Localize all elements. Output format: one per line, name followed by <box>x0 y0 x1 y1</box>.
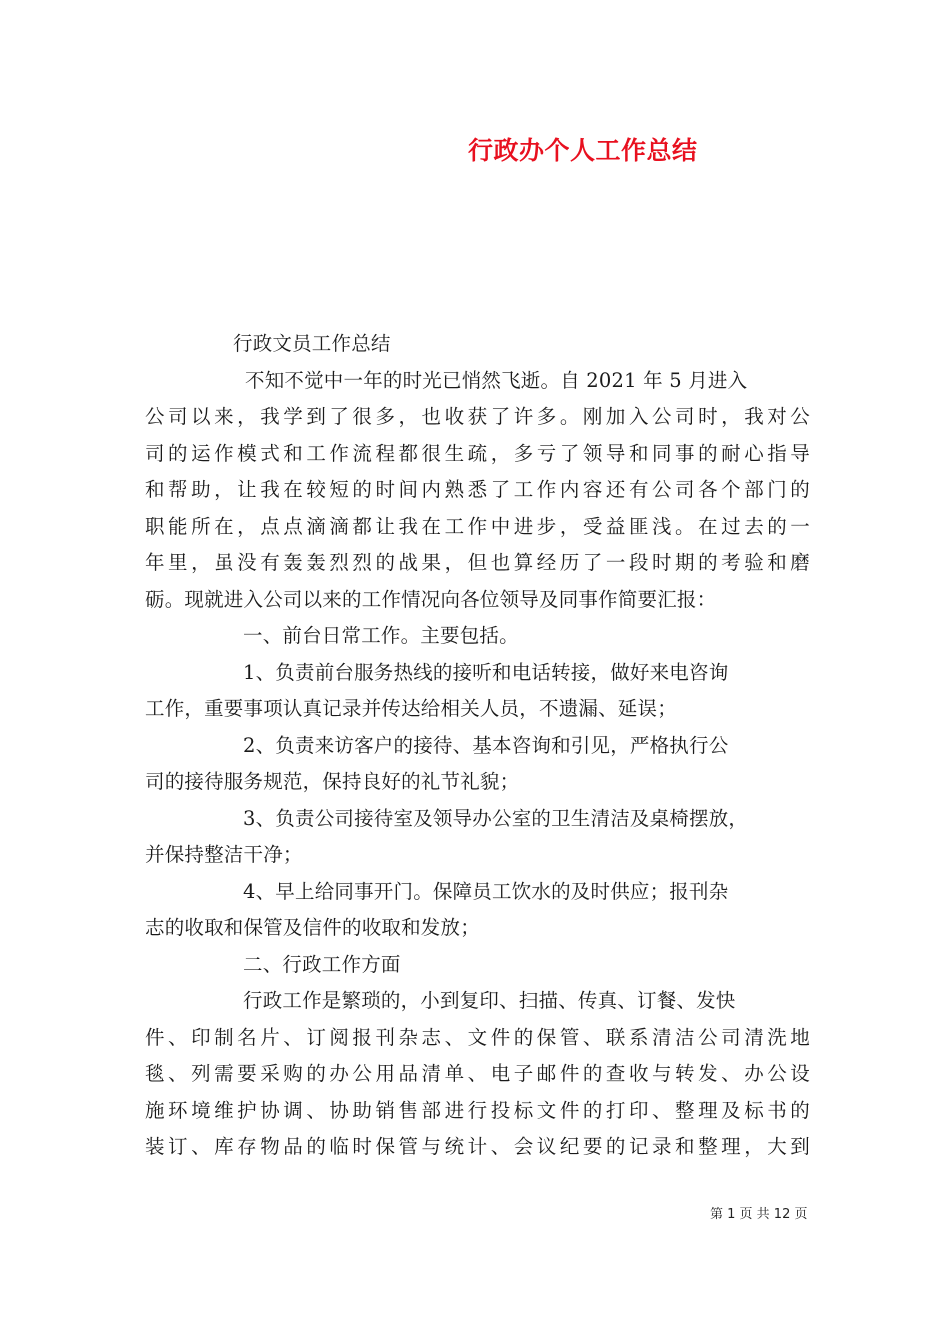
paragraph-line: 公司以来，我学到了很多，也收获了许多。刚加入公司时，我对公 <box>145 405 810 428</box>
section-heading: 一、前台日常工作。主要包括。 <box>243 624 519 647</box>
section-heading: 二、行政工作方面 <box>243 952 401 976</box>
page-number-indicator: 第 1 页 共 12 页 <box>710 1207 808 1222</box>
list-item-line: 2、负责来访客户的接待、基本咨询和引见，严格执行公 <box>243 733 729 757</box>
paragraph-line: 司的运作模式和工作流程都很生疏，多亏了领导和同事的耐心指导 <box>145 441 810 465</box>
paragraph-line: 砺。现就进入公司以来的工作情况向各位领导及同事作简要汇报： <box>145 587 717 611</box>
section-subtitle: 行政文员工作总结 <box>233 332 391 355</box>
list-item-line: 司的接待服务规范，保持良好的礼节礼貌； <box>145 770 520 793</box>
paragraph-line: 和帮助，让我在较短的时间内熟悉了工作内容还有公司各个部门的 <box>145 478 810 501</box>
list-item-line: 4、早上给同事开门。保障员工饮水的及时供应；报刊杂 <box>243 879 729 903</box>
paragraph-line: 职能所在，点点滴滴都让我在工作中进步，受益匪浅。在过去的一 <box>145 514 810 538</box>
document-title: 行政办个人工作总结 <box>468 136 698 165</box>
paragraph-line: 装订、库存物品的临时保管与统计、会议纪要的记录和整理，大到 <box>145 1135 810 1158</box>
list-item-line: 志的收取和保管及信件的收取和发放； <box>145 916 480 939</box>
paragraph-line: 件、印制名片、订阅报刊杂志、文件的保管、联系清洁公司清洗地 <box>145 1025 810 1049</box>
list-item-line: 1、负责前台服务热线的接听和电话转接，做好来电咨询 <box>243 660 729 684</box>
paragraph-line: 年里，虽没有轰轰烈烈的战果，但也算经历了一段时期的考验和磨 <box>145 551 810 574</box>
list-item-line: 并保持整洁干净； <box>145 843 303 866</box>
list-item-line: 工作，重要事项认真记录并传达给相关人员，不遗漏、延误； <box>145 697 677 720</box>
paragraph-line: 毯、列需要采购的办公用品清单、电子邮件的查收与转发、办公设 <box>145 1062 810 1085</box>
list-item-line: 3、负责公司接待室及领导办公室的卫生清洁及桌椅摆放， <box>243 806 749 830</box>
paragraph-line: 不知不觉中一年的时光已悄然飞逝。自 2021 年 5 月进入 <box>245 368 748 392</box>
paragraph-line: 行政工作是繁琐的，小到复印、扫描、传真、订餐、发快 <box>243 989 736 1012</box>
document-body <box>145 326 810 1166</box>
paragraph-line: 施环境维护协调、协助销售部进行投标文件的打印、整理及标书的 <box>145 1098 810 1122</box>
